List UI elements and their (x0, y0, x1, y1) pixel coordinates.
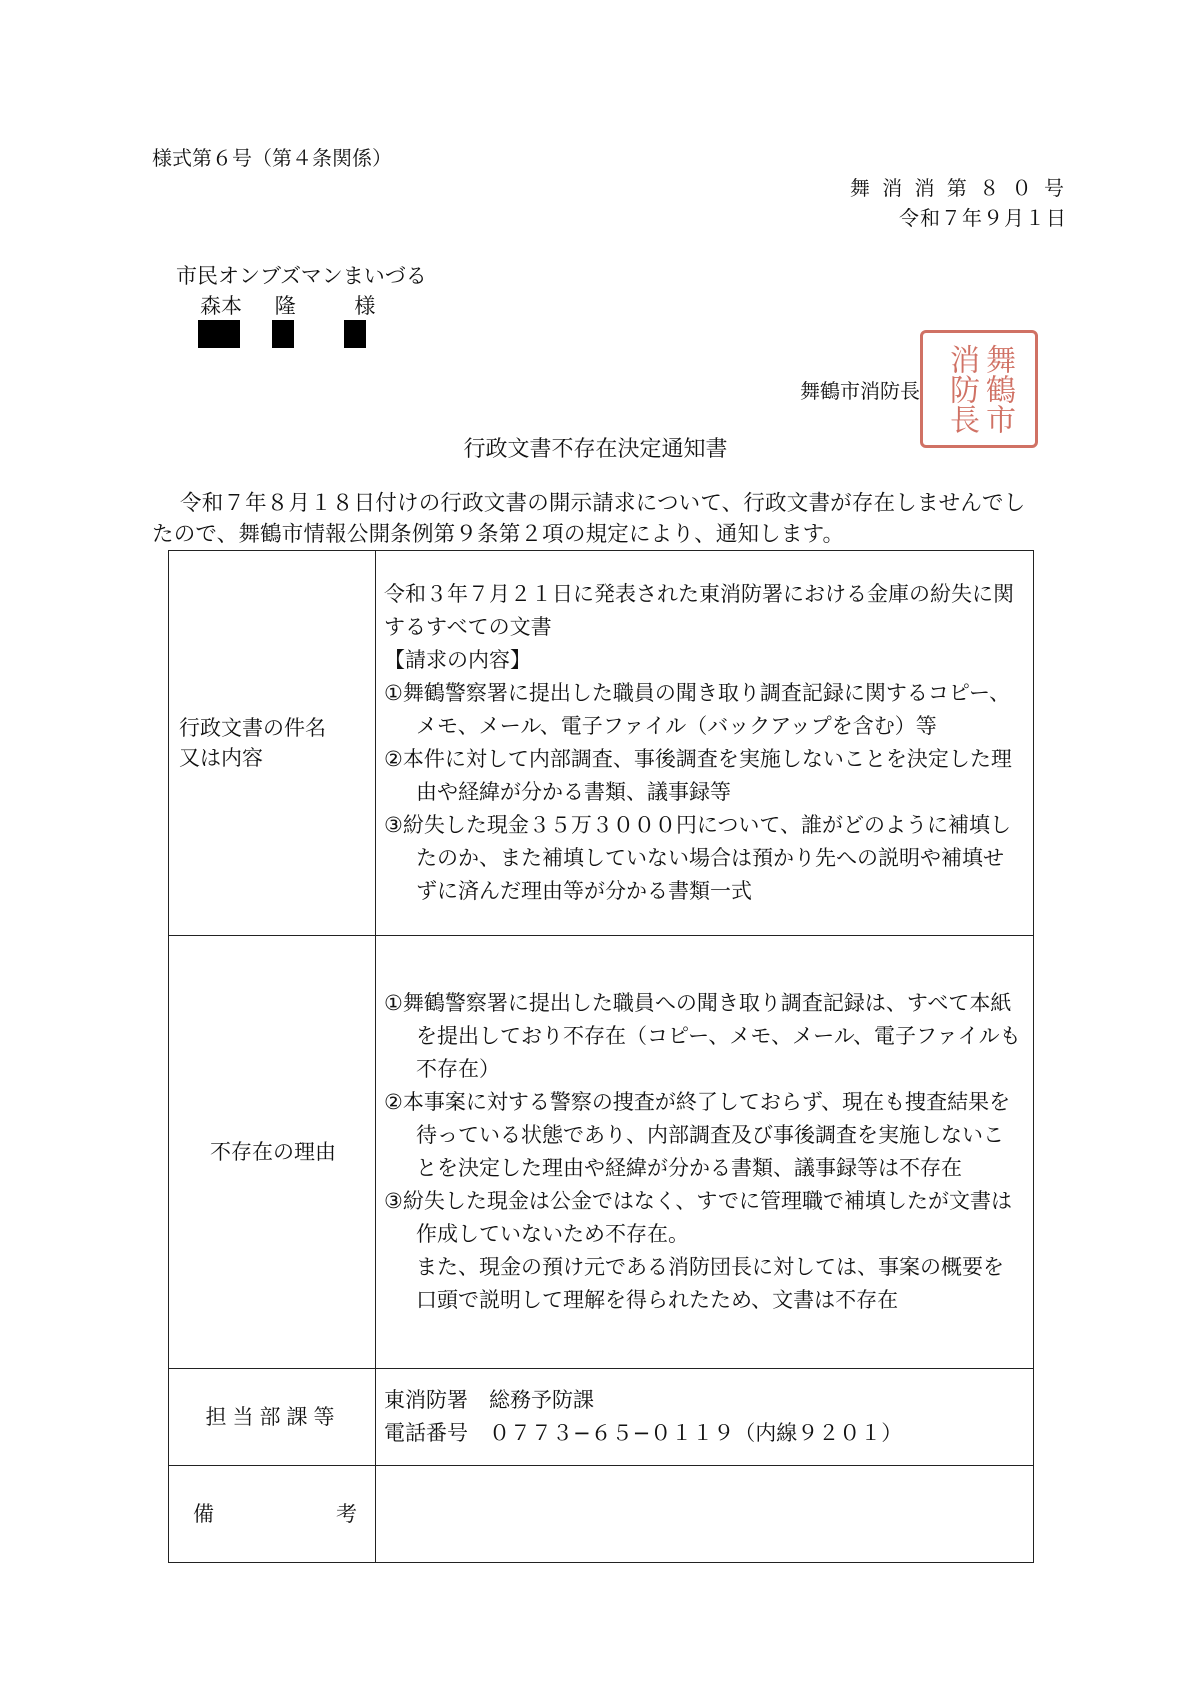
remarks-value (376, 1466, 1034, 1563)
document-title: 行政文書不存在決定通知書 (463, 437, 728, 462)
form-identifier: 様式第６号（第４条関係） (152, 146, 392, 170)
table-row (169, 1369, 1034, 1466)
reason-item: ①舞鶴警察署に提出した職員への聞き取り調査記録は、すべて本紙を提出しており不存在（コピー、メモ、メール、電子ファイルも不存在） (384, 991, 1021, 1081)
intro-paragraph: 令和７年８月１８日付けの行政文書の開示請求について、行政文書が存在しませんでしたので、舞鶴市情報公開条例第９条第２項の規定により、通知します。 (152, 491, 1026, 547)
document-date: 令和７年９月１日 (899, 206, 1067, 230)
department-phone: 電話番号 ０７７３−６５−０１１９（内線９２０１） (384, 1421, 903, 1445)
recipient-name (200, 290, 380, 320)
table-row (169, 551, 1034, 936)
subject-label-line: 又は内容 (179, 746, 263, 770)
department-content (376, 1369, 1034, 1466)
table-row (169, 1466, 1034, 1563)
recipient-organization: 市民オンブズマンまいづる (176, 264, 427, 288)
reason-item: ②本事案に対する警察の捜査が終了しておらず、現在も捜査結果を待っている状態であり、内部調査及び事後調査を実施しないことを決定した理由や経緯が分かる書類、議事録等は不存在 (384, 1090, 1011, 1180)
department-label: 担当部課等 (169, 1369, 376, 1466)
request-item: ③紛失した現金３５万３０００円について、誰がどのように補填したのか、また補填していない場合は預かり先への説明や補填せずに済んだ理由等が分かる書類一式 (384, 813, 1011, 903)
official-seal: 舞鶴市 消防長 (920, 330, 1038, 448)
decision-table (168, 550, 1034, 1563)
redaction-block (272, 320, 294, 348)
redaction-block (344, 320, 366, 348)
subject-content (376, 551, 1034, 936)
department-office: 東消防署 総務予防課 (384, 1388, 594, 1412)
remarks-label (169, 1466, 376, 1563)
subject-label (169, 551, 376, 936)
recipient-name-part: 森本 (200, 294, 242, 318)
reason-label: 不存在の理由 (169, 936, 376, 1369)
document-number: 舞 消 消 第 ８ ０ 号 (849, 176, 1067, 200)
request-item: ①舞鶴警察署に提出した職員の聞き取り調査記録に関するコピー、メモ、メール、電子ファイル（バックアップを含む）等 (384, 681, 1011, 738)
request-item: ②本件に対して内部調査、事後調査を実施しないことを決定した理由や経緯が分かる書類、議事録等 (384, 747, 1012, 804)
recipient-name-part: 様 (354, 294, 376, 318)
remarks-label-char: 備 (193, 1502, 214, 1526)
recipient-name-part: 隆 (274, 294, 296, 318)
table-row (169, 936, 1034, 1369)
reason-content (376, 936, 1034, 1369)
subject-text: 令和３年７月２１日に発表された東消防署における金庫の紛失に関するすべての文書 (384, 582, 1014, 639)
reason-item: ③紛失した現金は公金ではなく、すでに管理職で補填したが文書は作成していないため不存在。 (384, 1189, 1013, 1246)
redaction-block (198, 320, 240, 348)
request-heading: 【請求の内容】 (384, 648, 531, 672)
remarks-label-char: 考 (336, 1502, 357, 1526)
reason-note: また、現金の預け元である消防団長に対しては、事案の概要を口頭で説明して理解を得られたため、文書は不存在 (416, 1255, 1004, 1312)
subject-label-line: 行政文書の件名 (179, 716, 326, 740)
sender-title: 舞鶴市消防長 (800, 379, 920, 403)
